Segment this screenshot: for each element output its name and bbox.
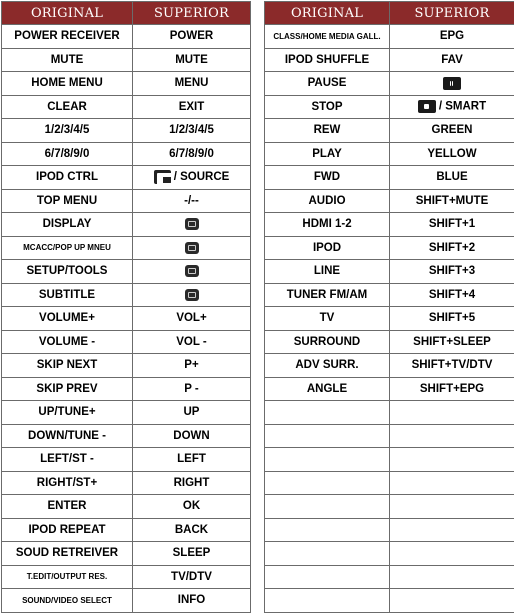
superior-cell [390,471,514,495]
table-row [265,260,514,284]
table-row [2,424,251,448]
superior-cell: YELLOW [390,142,514,166]
original-cell [265,401,390,425]
original-cell [265,589,390,613]
source-input-icon [154,170,171,184]
popup-button-icon [185,242,199,254]
right-mapping-table [264,1,514,613]
original-cell: MUTE [2,48,133,72]
table-row [2,119,251,143]
original-cell: VOLUME - [2,330,133,354]
original-cell: PLAY [265,142,390,166]
table-row [2,142,251,166]
original-cell: SURROUND [265,330,390,354]
superior-cell: UP [133,401,251,425]
original-cell: LINE [265,260,390,284]
superior-cell: -/-- [133,189,251,213]
table-row [2,260,251,284]
original-cell: RIGHT/ST+ [2,471,133,495]
table-row [265,95,514,119]
original-cell [265,471,390,495]
superior-cell: SHIFT+1 [390,213,514,237]
superior-cell: SLEEP [133,542,251,566]
table-row [2,401,251,425]
superior-cell [133,213,251,237]
superior-cell [133,236,251,260]
superior-cell: SHIFT+2 [390,236,514,260]
superior-cell: VOL - [133,330,251,354]
tools-button-icon [185,265,199,277]
original-cell: ENTER [2,495,133,519]
table-row [2,518,251,542]
superior-cell: INFO [133,589,251,613]
superior-cell: EXIT [133,95,251,119]
table-row [265,307,514,331]
table-row [2,448,251,472]
original-cell: HOME MENU [2,72,133,96]
superior-cell: OK [133,495,251,519]
table-row [265,213,514,237]
table-row [2,354,251,378]
superior-cell: TV/DTV [133,565,251,589]
table-row [265,330,514,354]
table-row [2,25,251,49]
original-cell: TUNER FM/AM [265,283,390,307]
superior-cell [390,518,514,542]
superior-cell: POWER [133,25,251,49]
original-cell: UP/TUNE+ [2,401,133,425]
header-row [2,2,251,25]
table-row [265,25,514,49]
superior-cell: VOL+ [133,307,251,331]
superior-cell: SHIFT+EPG [390,377,514,401]
original-cell: IPOD REPEAT [2,518,133,542]
superior-cell: P - [133,377,251,401]
original-cell: SETUP/TOOLS [2,260,133,284]
original-cell: IPOD [265,236,390,260]
table-row [265,354,514,378]
original-cell [265,495,390,519]
original-cell: SUBTITLE [2,283,133,307]
original-cell: TOP MENU [2,189,133,213]
table-row [2,565,251,589]
table-row [265,542,514,566]
table-row [265,565,514,589]
original-cell: VOLUME+ [2,307,133,331]
header-original: ORIGINAL [265,2,390,25]
original-cell: PAUSE [265,72,390,96]
header-original: ORIGINAL [2,2,133,25]
superior-cell: SHIFT+5 [390,307,514,331]
table-row [265,48,514,72]
superior-cell: SHIFT+TV/DTV [390,354,514,378]
original-cell: REW [265,119,390,143]
superior-cell: SHIFT+4 [390,283,514,307]
superior-cell: P+ [133,354,251,378]
original-cell: MCACC/POP UP MNEU [2,236,133,260]
table-row [2,236,251,260]
original-cell: ANGLE [265,377,390,401]
table-row [265,189,514,213]
table-row [265,471,514,495]
header-row [265,2,514,25]
superior-cell [390,565,514,589]
original-cell: STOP [265,95,390,119]
original-cell: ADV SURR. [265,354,390,378]
original-cell: TV [265,307,390,331]
table-row [2,189,251,213]
original-cell: CLASS/HOME MEDIA GALL. [265,25,390,49]
original-cell: FWD [265,166,390,190]
header-superior: SUPERIOR [133,2,251,25]
superior-cell: SHIFT+MUTE [390,189,514,213]
stop-button-icon [418,100,436,113]
superior-cell [390,72,514,96]
original-cell: SKIP PREV [2,377,133,401]
original-cell: LEFT/ST - [2,448,133,472]
superior-cell: FAV [390,48,514,72]
table-row [265,589,514,613]
table-row [265,518,514,542]
superior-cell: 1/2/3/4/5 [133,119,251,143]
table-row [2,542,251,566]
original-cell [265,518,390,542]
table-row [2,95,251,119]
table-row [265,236,514,260]
original-cell: SOUND/VIDEO SELECT [2,589,133,613]
table-row [265,424,514,448]
header-superior: SUPERIOR [390,2,514,25]
superior-cell: DOWN [133,424,251,448]
superior-cell: MENU [133,72,251,96]
original-cell: IPOD CTRL [2,166,133,190]
table-row [265,166,514,190]
table-row [2,307,251,331]
display-button-icon [185,218,199,230]
superior-cell [390,448,514,472]
table-row [2,213,251,237]
original-cell: 1/2/3/4/5 [2,119,133,143]
original-cell: DOWN/TUNE - [2,424,133,448]
table-row [265,119,514,143]
superior-cell: LEFT [133,448,251,472]
superior-label: / SOURCE [173,171,230,184]
original-cell: HDMI 1-2 [265,213,390,237]
table-row [2,377,251,401]
table-row [265,283,514,307]
superior-cell [390,401,514,425]
table-row [265,377,514,401]
table-row [2,283,251,307]
table-row [265,495,514,519]
table-row [2,589,251,613]
table-row [2,495,251,519]
superior-cell [390,95,514,119]
superior-cell [390,589,514,613]
superior-cell: 6/7/8/9/0 [133,142,251,166]
superior-cell [390,424,514,448]
superior-cell: BLUE [390,166,514,190]
superior-label: / SMART [438,100,487,113]
table-row [2,330,251,354]
table-row [2,72,251,96]
table-row [265,142,514,166]
left-mapping-table [1,1,251,613]
superior-cell: GREEN [390,119,514,143]
superior-cell [390,495,514,519]
superior-cell [133,260,251,284]
original-cell [265,448,390,472]
table-row [2,471,251,495]
superior-cell: BACK [133,518,251,542]
superior-cell: SHIFT+3 [390,260,514,284]
table-row [265,448,514,472]
pause-button-icon [443,77,461,90]
original-cell [265,565,390,589]
original-cell [265,424,390,448]
original-cell: T.EDIT/OUTPUT RES. [2,565,133,589]
superior-cell [133,283,251,307]
original-cell: SOUD RETREIVER [2,542,133,566]
superior-cell: RIGHT [133,471,251,495]
superior-cell: EPG [390,25,514,49]
original-cell: CLEAR [2,95,133,119]
original-cell: POWER RECEIVER [2,25,133,49]
table-row [265,72,514,96]
table-row [2,48,251,72]
original-cell: AUDIO [265,189,390,213]
table-row [265,401,514,425]
original-cell: SKIP NEXT [2,354,133,378]
original-cell [265,542,390,566]
subtitle-button-icon [185,289,199,301]
original-cell: IPOD SHUFFLE [265,48,390,72]
superior-cell: MUTE [133,48,251,72]
original-cell: 6/7/8/9/0 [2,142,133,166]
superior-cell [390,542,514,566]
original-cell: DISPLAY [2,213,133,237]
superior-cell: SHIFT+SLEEP [390,330,514,354]
table-row [2,166,251,190]
superior-cell [133,166,251,190]
